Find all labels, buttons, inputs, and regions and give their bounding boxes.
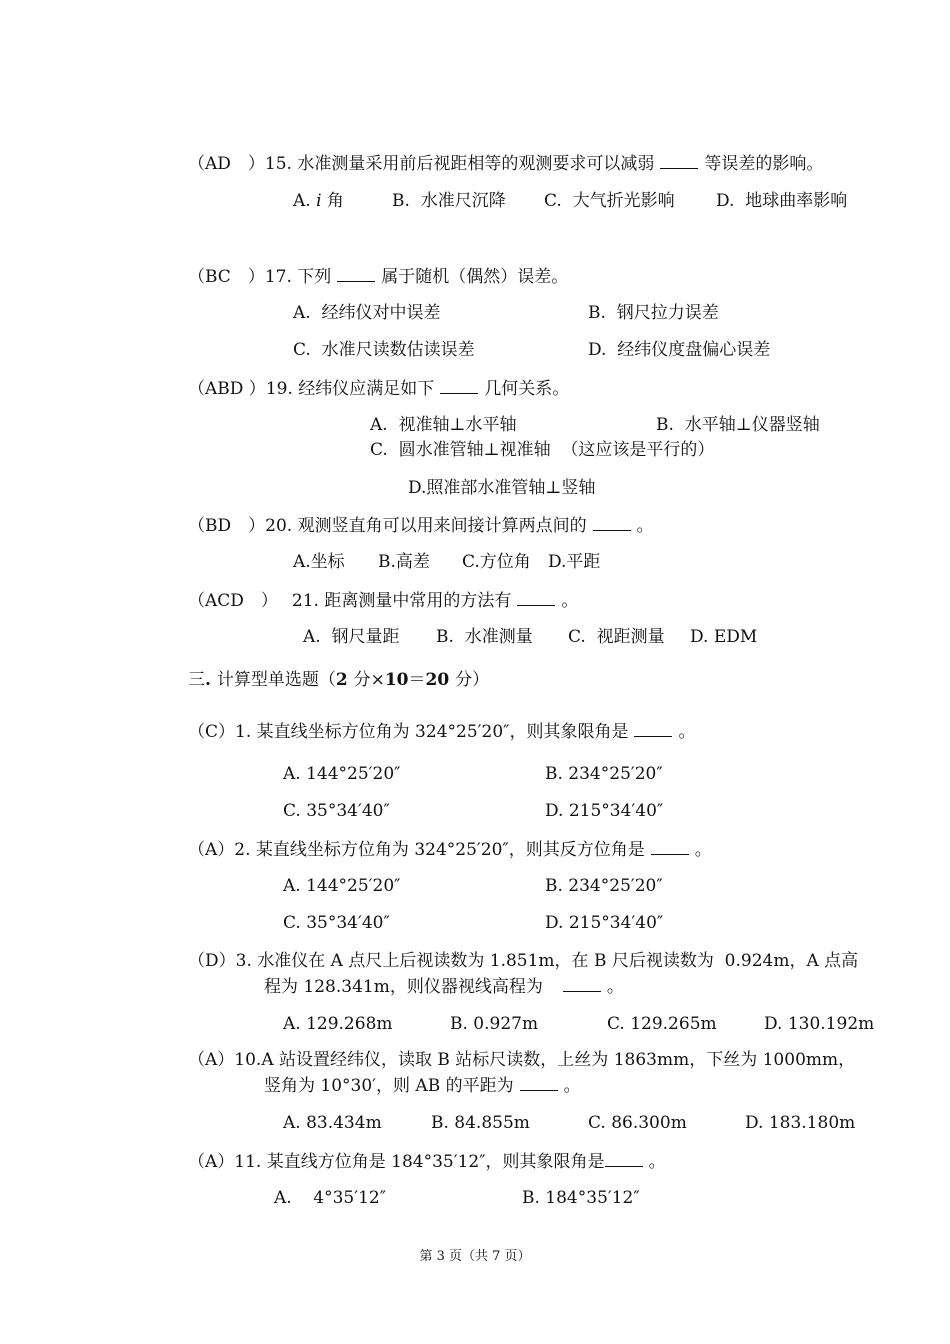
answer-label: （BC ）: [188, 267, 265, 287]
option-c: C. 35°34′40″: [283, 801, 390, 821]
question-text: 距离测量中常用的方法有: [324, 591, 512, 611]
option-b: B. 水准测量: [436, 627, 533, 647]
question-text: 某直线方位角是 184°35′12″，则其象限角是: [266, 1152, 605, 1172]
question-text-tail: 。: [636, 516, 654, 536]
question-text-tail: 。: [561, 591, 579, 611]
option-a: A. 144°25′20″: [283, 876, 401, 896]
question-text: 下列: [297, 267, 332, 287]
answer-label: （AD ）: [188, 154, 265, 174]
answer-label: （A）: [188, 1050, 235, 1070]
question-number: 2.: [234, 840, 251, 860]
answer-label: （A）: [188, 1152, 235, 1172]
option-d: D.照准部水准管轴⊥竖轴: [408, 478, 596, 498]
question-number: 17.: [264, 267, 292, 287]
question-text-tail: 属于随机（偶然）误差。: [381, 267, 569, 287]
answer-blank: [651, 838, 689, 855]
option-d: D. 经纬仪度盘偏心误差: [588, 340, 771, 360]
option-c: C. 圆水准管轴⊥视准轴 （这应该是平行的）: [370, 440, 715, 460]
answer-blank: [563, 975, 601, 992]
answer-label: （BD ）: [188, 516, 266, 536]
option-a: A. 83.434m: [283, 1113, 382, 1133]
question-text: 某直线坐标方位角为 324°25′20″，则其反方位角是: [255, 840, 645, 860]
option-a: A. 经纬仪对中误差: [293, 303, 441, 323]
question-text: 水准测量采用前后视距相等的观测要求可以减弱: [297, 154, 655, 174]
option-b: B. 0.927m: [450, 1014, 539, 1034]
option-c: C. 86.300m: [588, 1113, 687, 1133]
question-s3-stem: [188, 950, 858, 972]
question-s2-stem: [188, 838, 712, 861]
question-text-tail: 。: [606, 977, 624, 997]
option-a: A. i 角: [293, 191, 344, 211]
question-17-stem: [188, 265, 568, 288]
option-a: A. 视准轴⊥水平轴: [370, 415, 517, 435]
answer-blank: [440, 377, 478, 394]
question-text: 水准仪在 A 点尺上后视读数为 1.851m，在 B 尺后视读数为 0.924m，A 点高: [257, 951, 859, 971]
option-a: A. 钢尺量距: [303, 627, 400, 647]
page-footer: 第 3 页（共 7 页）: [419, 1249, 531, 1264]
option-d: D. 地球曲率影响: [716, 191, 848, 211]
answer-blank: [337, 265, 375, 282]
question-text: 经纬仪应满足如下: [298, 379, 435, 399]
answer-label: （C）: [188, 722, 236, 742]
answer-label: （D）: [188, 951, 236, 971]
option-b: B. 234°25′20″: [545, 764, 663, 784]
option-b: B. 水平轴⊥仪器竖轴: [656, 415, 820, 435]
question-number: 15.: [264, 154, 292, 174]
option-c: C. 大气折光影响: [544, 191, 675, 211]
option-b: B. 钢尺拉力误差: [588, 303, 719, 323]
option-d: D. 215°34′40″: [545, 913, 664, 933]
option-d: D. 130.192m: [764, 1014, 875, 1034]
question-text: 观测竖直角可以用来间接计算两点间的: [297, 516, 587, 536]
answer-blank: [593, 514, 631, 531]
option-a: A. 129.268m: [283, 1014, 393, 1034]
answer-blank: [634, 720, 672, 737]
question-15-options: [293, 190, 344, 212]
question-20-stem: [188, 514, 654, 537]
question-number: 19.: [265, 379, 293, 399]
option-c: C.方位角: [462, 552, 531, 572]
option-a: A.坐标: [293, 552, 345, 572]
question-21-stem: [188, 589, 578, 612]
option-b: B. 234°25′20″: [545, 876, 663, 896]
question-text-tail: 等误差的影响。: [704, 154, 824, 174]
option-d: D.平距: [548, 552, 601, 572]
question-text: 某直线坐标方位角为 324°25′20″，则其象限角是: [256, 722, 629, 742]
question-number: 10.: [234, 1050, 262, 1070]
option-d: D. 215°34′40″: [545, 801, 664, 821]
answer-blank: [520, 1074, 558, 1091]
option-b: B. 184°35′12″: [522, 1188, 640, 1208]
question-number: 1.: [235, 722, 252, 742]
question-text-tail: 。: [694, 840, 712, 860]
question-s1-stem: [188, 720, 695, 743]
question-s11-stem: [188, 1150, 666, 1173]
option-b: B. 84.855m: [431, 1113, 530, 1133]
option-a: A. 4°35′12″: [274, 1188, 387, 1208]
answer-label: （A）: [188, 840, 235, 860]
question-text: 程为 128.341m，则仪器视线高程为: [264, 977, 543, 997]
question-number: 11.: [234, 1152, 262, 1172]
question-text-tail: 几何关系。: [484, 379, 570, 399]
option-c: C. 129.265m: [607, 1014, 717, 1034]
option-d: D. 183.180m: [745, 1113, 856, 1133]
option-b: B. 水准尺沉降: [392, 191, 506, 211]
option-c: C. 35°34′40″: [283, 913, 390, 933]
answer-label: （ACD ）: [188, 591, 278, 611]
answer-blank: [605, 1150, 643, 1167]
option-b: B.高差: [378, 552, 430, 572]
answer-blank: [660, 152, 698, 169]
question-text: 竖角为 10°30′，则 AB 的平距为: [264, 1076, 514, 1096]
question-text-tail: 。: [678, 722, 696, 742]
option-d: D. EDM: [690, 627, 758, 647]
option-a: A. 144°25′20″: [283, 764, 401, 784]
question-15-stem: [188, 152, 823, 175]
option-c: C. 视距测量: [568, 627, 665, 647]
option-c: C. 水准尺读数估读误差: [293, 340, 475, 360]
answer-blank: [517, 589, 555, 606]
question-s3-stem-line2: [264, 975, 624, 998]
question-number: 21.: [291, 591, 319, 611]
question-text-tail: 。: [563, 1076, 581, 1096]
question-text: A 站设置经纬仪，读取 B 站标尺读数，上丝为 1863mm，下丝为 1000mm，: [261, 1050, 856, 1070]
section-3-heading: 三. 计算型单选题（2 分×10＝20 分）: [188, 670, 490, 690]
question-s10-stem-line2: [264, 1074, 581, 1097]
question-number: 3.: [235, 951, 252, 971]
question-19-stem: [188, 377, 569, 400]
question-number: 20.: [265, 516, 293, 536]
question-text-tail: 。: [648, 1152, 666, 1172]
answer-label: （ABD ）: [188, 379, 266, 399]
question-s10-stem: [188, 1049, 855, 1071]
